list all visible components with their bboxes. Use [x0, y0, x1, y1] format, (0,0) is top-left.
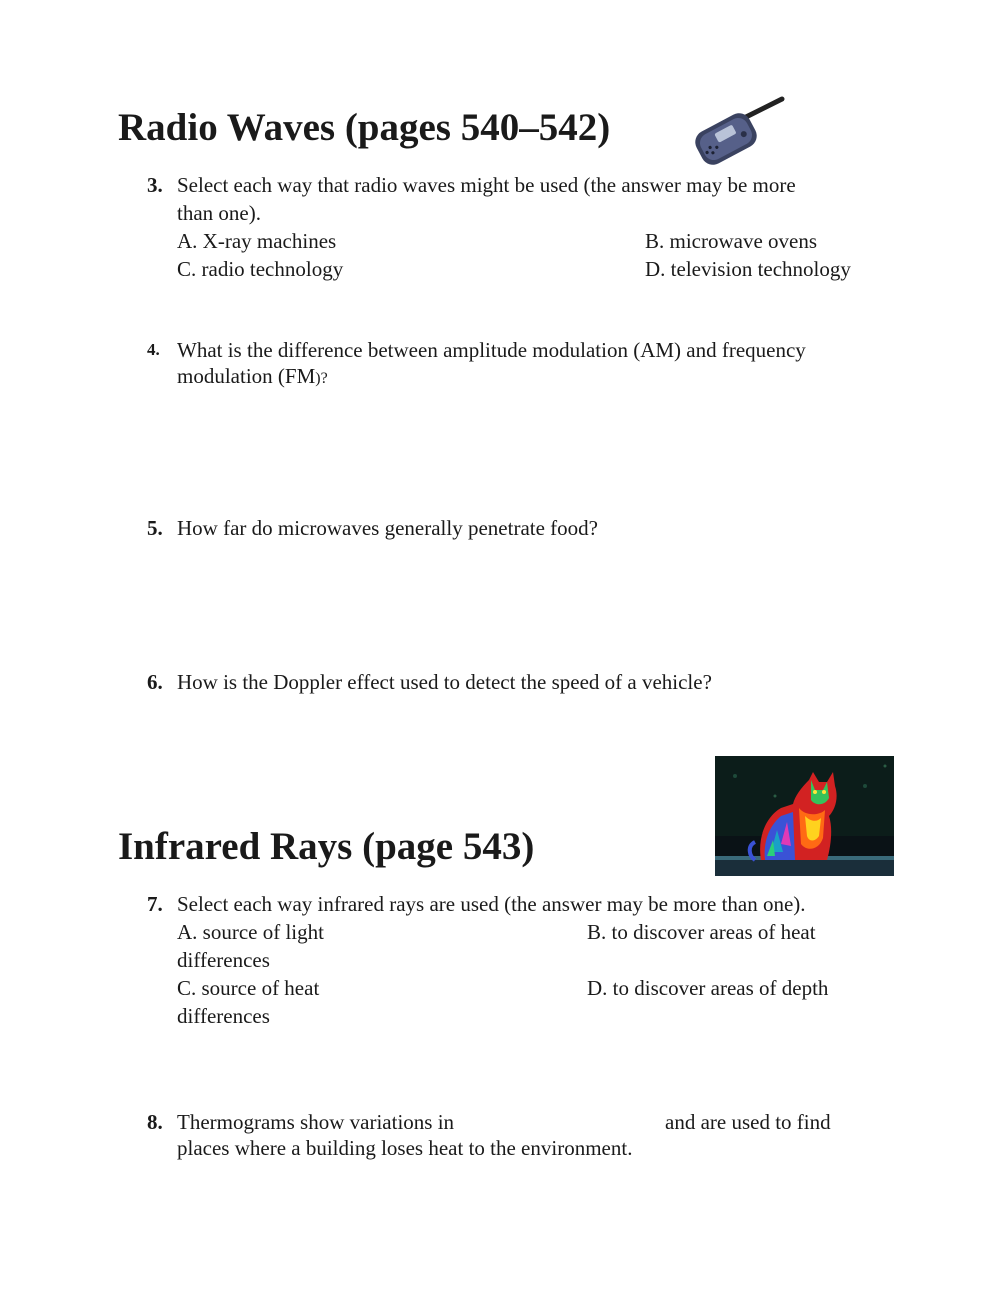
option-b: B. to discover areas of heat [587, 920, 816, 944]
question-text: What is the difference between amplitude modulation (AM) and frequency [177, 338, 806, 362]
walkie-talkie-icon [688, 95, 788, 170]
question-number: 7. [147, 892, 163, 916]
question-text: Thermograms show variations in [177, 1110, 455, 1134]
radio-waves-heading: Radio Waves (pages 540–542) [118, 106, 611, 149]
question-text: and are used to find [665, 1110, 831, 1134]
question-text: Select each way infrared rays are used (the answer may be more than one). [177, 892, 806, 916]
question-7 [147, 890, 887, 1034]
option-c: C. radio technology [177, 257, 344, 281]
option-b: B. microwave ovens [645, 229, 818, 253]
option-c-continued: differences [177, 1004, 270, 1028]
infrared-rays-heading: Infrared Rays (page 543) [118, 825, 535, 868]
question-text: modulation (FM)? [177, 364, 328, 388]
question-number: 5. [147, 516, 163, 540]
question-3 [147, 171, 887, 291]
option-d: D. television technology [645, 257, 851, 281]
question-text: than one). [177, 201, 261, 225]
question-text: places where a building loses heat to the environment. [177, 1136, 633, 1160]
option-d: D. to discover areas of depth [587, 976, 829, 1000]
question-number: 4. [147, 340, 160, 359]
question-5 [147, 514, 887, 544]
question-6 [147, 668, 887, 698]
question-8 [147, 1108, 887, 1168]
question-number: 6. [147, 670, 163, 694]
question-text: How is the Doppler effect used to detect the speed of a vehicle? [177, 670, 712, 694]
question-text: How far do microwaves generally penetrate food? [177, 516, 598, 540]
question-number: 3. [147, 173, 163, 197]
option-a: A. source of light [177, 920, 324, 944]
question-text: Select each way that radio waves might be used (the answer may be more [177, 173, 796, 197]
question-4 [147, 336, 887, 396]
question-number: 8. [147, 1110, 163, 1134]
option-a-continued: differences [177, 948, 270, 972]
option-c: C. source of heat [177, 976, 320, 1000]
option-a: A. X-ray machines [177, 229, 337, 253]
thermal-cat-image [715, 756, 894, 876]
